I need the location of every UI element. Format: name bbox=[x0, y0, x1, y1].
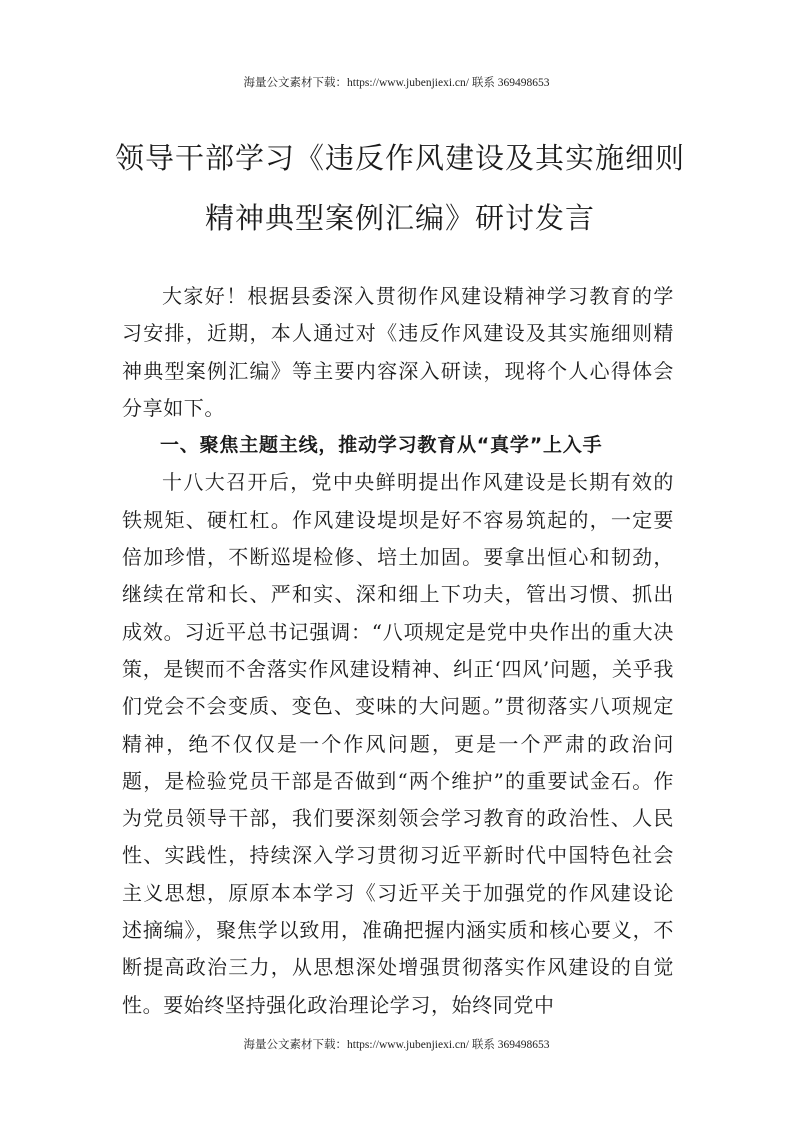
section-1-heading: 一、聚焦主题主线，推动学习教育从“真学”上入手 bbox=[160, 434, 603, 457]
document-title-line-2: 精神典型案例汇编》研讨发言 bbox=[204, 201, 595, 235]
document-title-line-1: 领导干部学习《违反作风建设及其实施细则 bbox=[114, 141, 685, 175]
section-1-paragraph: 十八大召开后，党中央鲜明提出作风建设是长期有效的铁规矩、硬杠杠。作风建设堤坝是好不容易筑起的，一定要倍加珍惜，不断巡堤检修、培土加固。要拿出恒心和韧劲，继续在常和长、严和实、深和细上下功夫，管出习惯、抓出成效。习近平总书记强调：“八项规定是党中央作出的重大决策，是锲而不舍落实作风建设精神、纠正‘四风’问题，关乎我们党会不会变质、变色、变味的大问题。”贯彻落实八项规定精神，绝不仅仅是一个作风问题，更是一个严肃的政治问题，是检验党员干部是否做到“两个维护”的重要试金石。作为党员领导干部，我们要深刻领会学习教育的政治性、人民性、实践性，持续深入学习贯彻习近平新时代中国特色社会主义思想，原原本本学习《习近平关于加强党的作风建设论述摘编》，聚焦学以致用，准确把握内涵实质和核心要义，不断提高政治三力，从思想深处增强贯彻落实作风建设的自觉性。要始终坚持强化政治理论学习，始终同党中 bbox=[122, 470, 674, 1017]
intro-paragraph: 大家好！根据县委深入贯彻作风建设精神学习教育的学习安排，近期，本人通过对《违反作风建设及其实施细则精神典型案例汇编》等主要内容深入研读，现将个人心得体会分享如下。 bbox=[122, 284, 674, 420]
page-header: 海量公文素材下载：https://www.jubenjiexi.cn/ 联系 369498653 bbox=[243, 77, 550, 89]
document-body bbox=[122, 278, 674, 1024]
page-footer: 海量公文素材下载：https://www.jubenjiexi.cn/ 联系 369498653 bbox=[243, 1039, 550, 1051]
